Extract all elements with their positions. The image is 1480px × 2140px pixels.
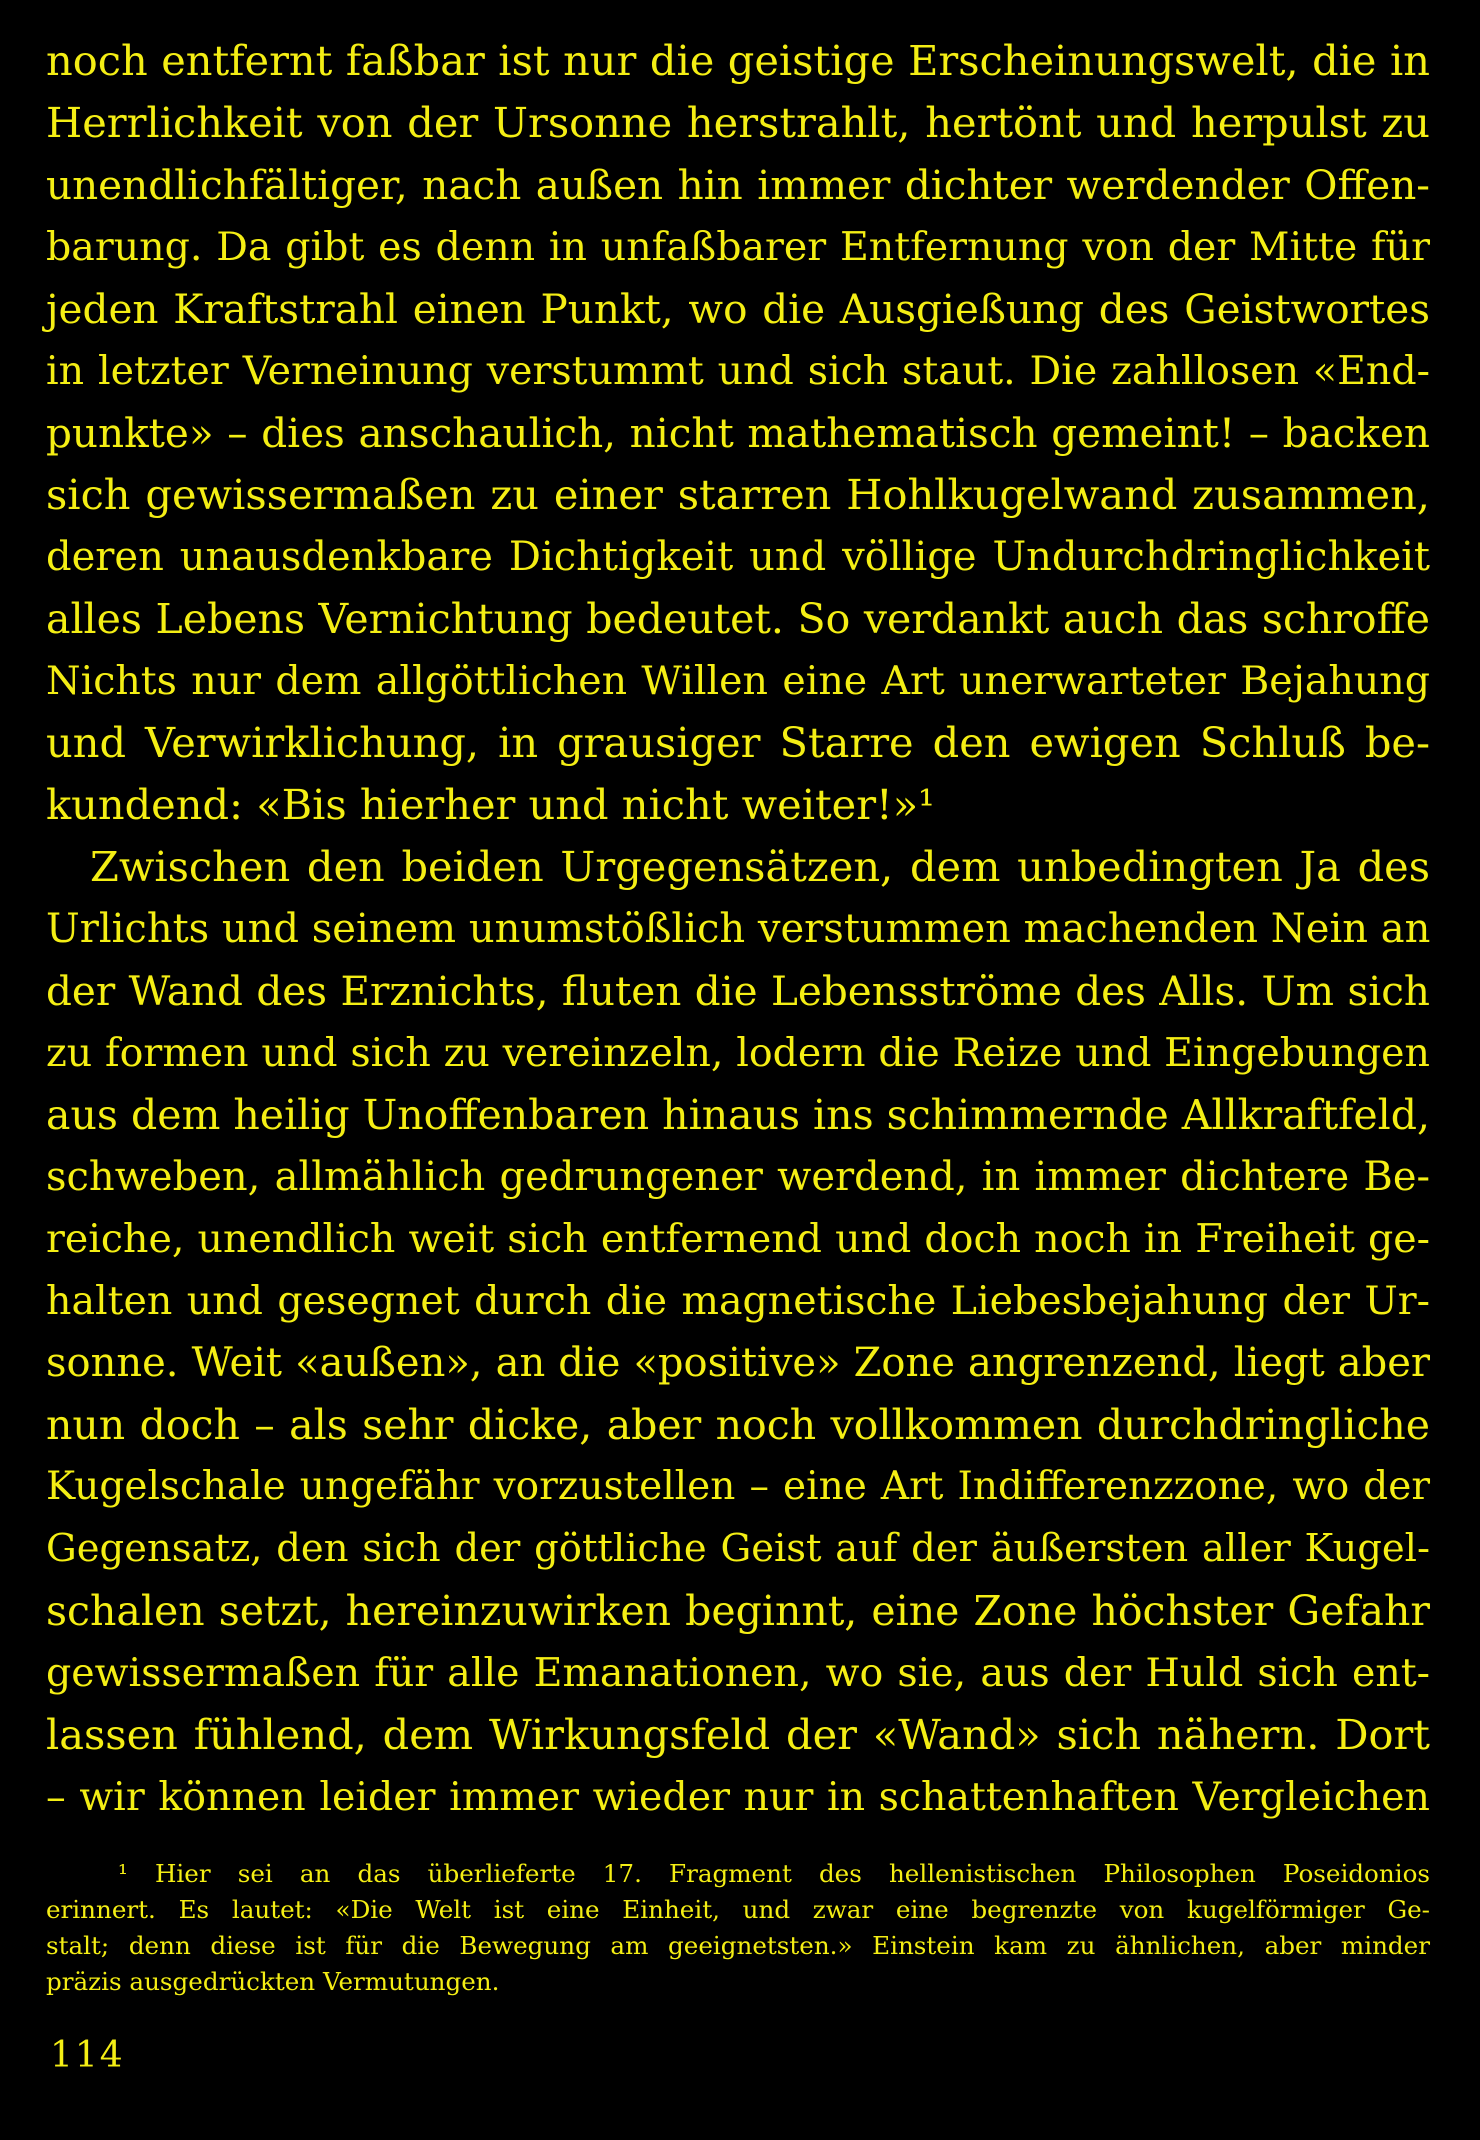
text-line: gewissermaßen für alle Emanationen, wo sie, aus der Huld sich ent- — [46, 1650, 1430, 1696]
body-text — [46, 30, 1430, 1828]
text-line: barung. Da gibt es denn in unfaßbarer Entfernung von der Mitte für — [46, 224, 1430, 270]
text-line: jeden Kraftstrahl einen Punkt, wo die Ausgießung des Geistwortes — [46, 285, 1430, 333]
text-line: Nichts nur dem allgöttlichen Willen eine Art unerwarteter Bejahung — [46, 658, 1430, 704]
text-line: sonne. Weit «außen», an die «positive» Zone angrenzend, liegt aber — [46, 1340, 1430, 1386]
text-line: der Wand des Erznichts, fluten die Lebensströme des Alls. Um sich — [46, 967, 1430, 1015]
text-line: – wir können leider immer wieder nur in schattenhaften Vergleichen — [46, 1774, 1430, 1820]
text-line: kundend: «Bis hierher und nicht weiter!»¹ — [46, 780, 935, 829]
text-line: zu formen und sich zu vereinzeln, lodern die Reize und Eingebungen — [46, 1030, 1430, 1076]
text-line: Zwischen den beiden Urgegensätzen, dem unbedingten Ja des — [90, 842, 1430, 891]
text-line: sich gewissermaßen zu einer starren Hohlkugelwand zusammen, — [46, 470, 1430, 519]
text-line: nun doch – als sehr dicke, aber noch vollkommen durchdringliche — [46, 1401, 1430, 1449]
text-line: halten und gesegnet durch die magnetische Liebesbejahung der Ur- — [46, 1278, 1430, 1324]
text-line: Herrlichkeit von der Ursonne herstrahlt, hertönt und herpulst zu — [46, 98, 1430, 147]
text-line: Kugelschale ungefähr vorzustellen – eine Art Indifferenzzone, wo der — [46, 1464, 1430, 1509]
footnote-line: erinnert. Es lautet: «Die Welt ist eine Einheit, und zwar eine begrenzte von kugelförmiger Ge- — [46, 1895, 1430, 1924]
page-number: 114 — [50, 2035, 125, 2076]
text-line: deren unausdenkbare Dichtigkeit und völlige Undurchdringlichkeit — [46, 534, 1430, 580]
text-line: in letzter Verneinung verstummt und sich staut. Die zahllosen «End- — [46, 348, 1430, 394]
text-line: und Verwirklichung, in grausiger Starre den ewigen Schluß be- — [46, 718, 1430, 767]
text-line: Urlichts und seinem unumstößlich verstummen machenden Nein an — [46, 906, 1431, 952]
text-line: punkte» – dies anschaulich, nicht mathematisch gemeint! – backen — [46, 409, 1430, 457]
footnotes — [46, 1856, 1430, 2000]
text-line: schalen setzt, hereinzuwirken beginnt, eine Zone höchster Gefahr — [46, 1587, 1430, 1635]
text-line: aus dem heilig Unoffenbaren hinaus ins schimmernde Allkraftfeld, — [46, 1091, 1430, 1139]
text-line: reiche, unendlich weit sich entfernend und doch noch in Freiheit ge- — [46, 1216, 1430, 1262]
text-line: alles Lebens Vernichtung bedeutet. So verdankt auch das schroffe — [46, 595, 1430, 643]
text-line: lassen fühlend, dem Wirkungsfeld der «Wand» sich nähern. Dort — [46, 1710, 1430, 1759]
text-line: noch entfernt faßbar ist nur die geistige Erscheinungswelt, die in — [46, 36, 1430, 85]
footnote-line: ¹ Hier sei an das überlieferte 17. Fragment des hellenistischen Philosophen Poseidonios — [118, 1859, 1430, 1888]
text-line: Gegensatz, den sich der göttliche Geist auf der äußersten aller Kugel- — [46, 1526, 1430, 1571]
footnote-line: stalt; denn diese ist für die Bewegung am geeignetsten.» Einstein kam zu ähnlichen, aber minder — [46, 1931, 1430, 1960]
text-line: unendlichfältiger, nach außen hin immer dichter werdender Offen- — [46, 161, 1430, 209]
footnote-line: präzis ausgedrückten Vermutungen. — [46, 1967, 500, 1996]
text-line: schweben, allmählich gedrungener werdend, in immer dichtere Be- — [46, 1154, 1430, 1200]
